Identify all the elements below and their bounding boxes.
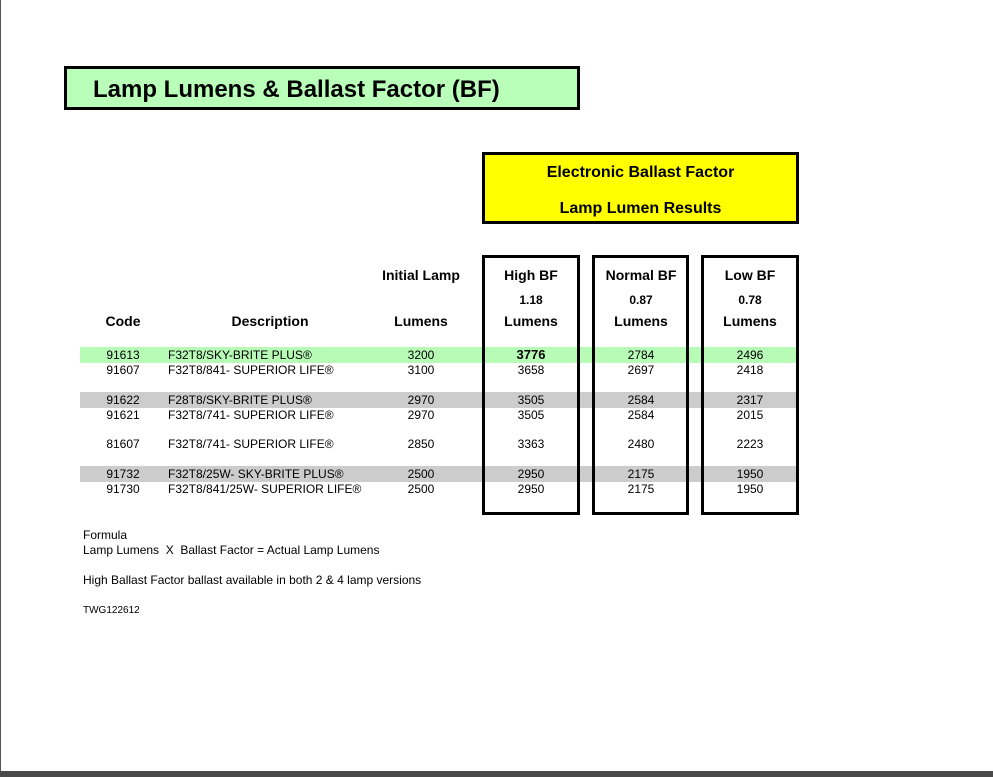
cell-high: 3505 (517, 408, 545, 422)
cell-code: 91622 (106, 393, 140, 407)
header-normal-bf: Normal BF (605, 267, 677, 283)
cell-description: F32T8/25W- SKY-BRITE PLUS® (168, 467, 344, 481)
formula-text: Lamp Lumens X Ballast Factor = Actual Lamp Lumens (83, 543, 380, 557)
bottom-edge-bar (0, 771, 993, 777)
high-bf-value: 1.18 (519, 293, 543, 307)
cell-description: F32T8/841- SUPERIOR LIFE® (168, 363, 334, 377)
cell-description: F32T8/741- SUPERIOR LIFE® (168, 408, 334, 422)
cell-description: F32T8/SKY-BRITE PLUS® (168, 348, 312, 362)
cell-normal: 2480 (627, 437, 655, 451)
cell-code: 81607 (106, 437, 140, 451)
cell-low: 2015 (736, 408, 764, 422)
cell-code: 91732 (106, 467, 140, 481)
cell-high: 3363 (517, 437, 545, 451)
page-left-border (0, 0, 1, 771)
header-initial-lumens: Lumens (394, 313, 448, 329)
header-low-lumens: Lumens (723, 313, 777, 329)
cell-normal: 2175 (627, 482, 655, 496)
cell-description: F32T8/741- SUPERIOR LIFE® (168, 437, 334, 451)
cell-code: 91607 (106, 363, 140, 377)
title-box (64, 66, 580, 110)
cell-initial: 3200 (407, 348, 435, 362)
cell-high: 2950 (517, 467, 545, 481)
cell-low: 2317 (736, 393, 764, 407)
low-bf-value: 0.78 (738, 293, 762, 307)
cell-high: 3776 (516, 347, 546, 362)
ebf-box-line2: Lamp Lumen Results (559, 200, 722, 217)
cell-initial: 2500 (407, 467, 435, 481)
cell-normal: 2697 (627, 363, 655, 377)
availability-note: High Ballast Factor ballast available in both 2 & 4 lamp versions (83, 573, 422, 587)
cell-initial: 2970 (407, 393, 435, 407)
cell-normal: 2584 (627, 408, 655, 422)
normal-bf-value: 0.87 (629, 293, 653, 307)
cell-low: 1950 (736, 482, 764, 496)
cell-normal: 2784 (627, 348, 655, 362)
header-code: Code (105, 313, 141, 329)
cell-description: F32T8/841/25W- SUPERIOR LIFE® (168, 482, 362, 496)
cell-initial: 2970 (407, 408, 435, 422)
document-id: TWG122612 (83, 605, 140, 616)
page-title: Lamp Lumens & Ballast Factor (BF) (93, 76, 500, 103)
header-description: Description (231, 313, 309, 329)
cell-code: 91621 (106, 408, 140, 422)
cell-high: 2950 (517, 482, 545, 496)
cell-code: 91613 (106, 348, 140, 362)
header-high-bf: High BF (504, 267, 558, 283)
cell-initial: 2500 (407, 482, 435, 496)
cell-initial: 3100 (407, 363, 435, 377)
cell-low: 2223 (736, 437, 764, 451)
cell-normal: 2175 (627, 467, 655, 481)
ebf-box-line1: Electronic Ballast Factor (546, 164, 735, 181)
cell-low: 2418 (736, 363, 764, 377)
header-low-bf: Low BF (724, 267, 776, 283)
cell-initial: 2850 (407, 437, 435, 451)
cell-code: 91730 (106, 482, 140, 496)
formula-label: Formula (83, 528, 128, 542)
electronic-ballast-factor-box (482, 152, 799, 224)
cell-normal: 2584 (627, 393, 655, 407)
cell-description: F28T8/SKY-BRITE PLUS® (168, 393, 312, 407)
cell-low: 2496 (736, 348, 764, 362)
header-initial-lamp: Initial Lamp (382, 267, 460, 283)
cell-high: 3505 (517, 393, 545, 407)
header-high-lumens: Lumens (504, 313, 558, 329)
cell-low: 1950 (736, 467, 764, 481)
cell-high: 3658 (517, 363, 545, 377)
header-normal-lumens: Lumens (614, 313, 668, 329)
